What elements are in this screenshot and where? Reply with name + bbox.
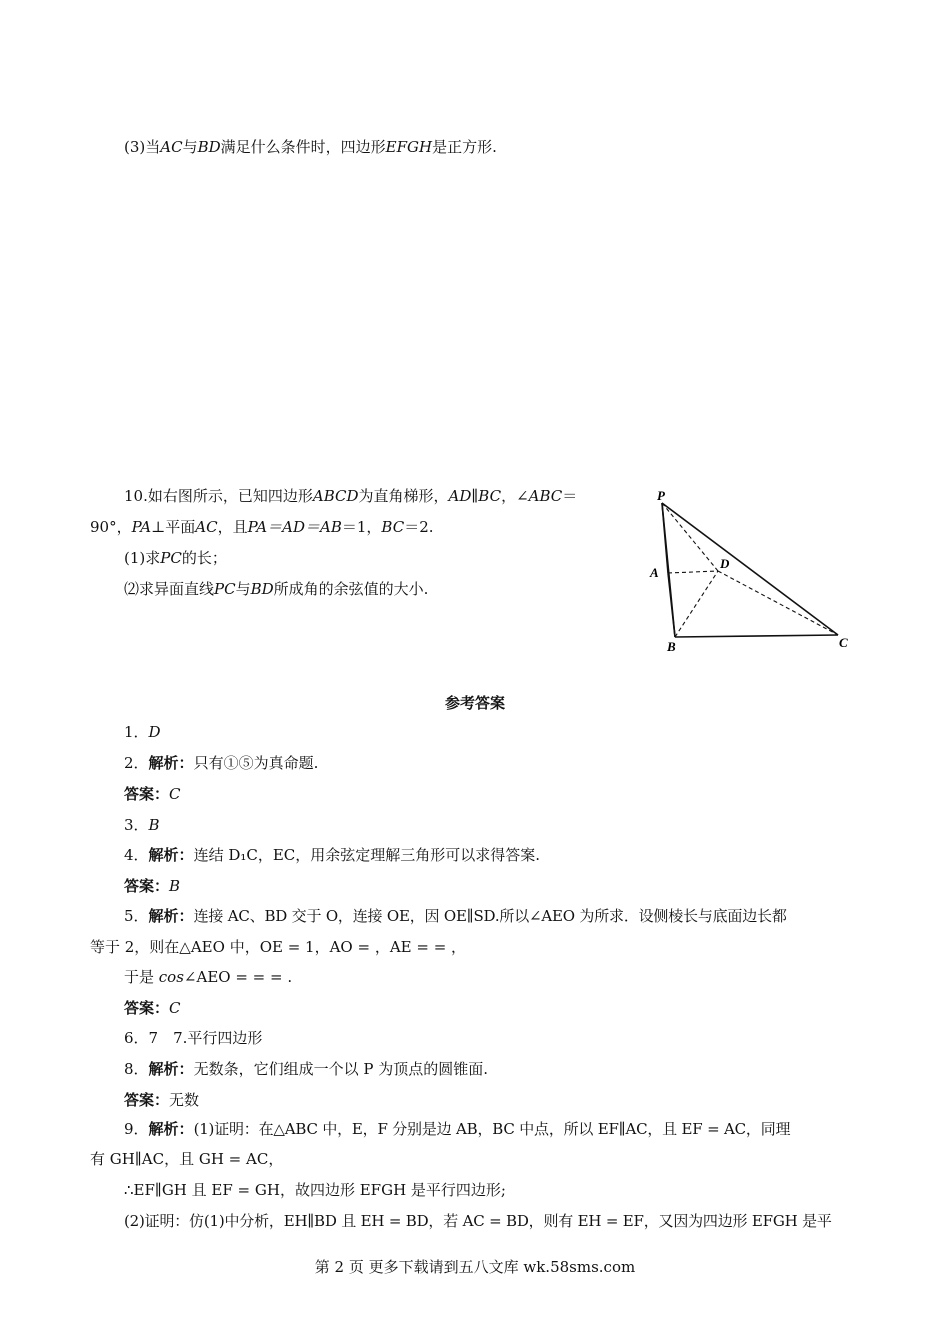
q10-line2 — [90, 516, 434, 538]
text: ⊥平面 — [151, 518, 196, 536]
answer-3 — [124, 814, 160, 836]
text: PC — [214, 580, 236, 598]
text: 有 GH∥AC，且 GH = AC， — [90, 1150, 284, 1168]
text: C — [169, 785, 181, 803]
text: ＝ — [562, 487, 578, 505]
label-b: B — [667, 639, 676, 654]
answer-9-line3 — [124, 1179, 506, 1201]
text: ⑵求异面直线 — [124, 580, 215, 598]
text: 的长； — [181, 549, 227, 567]
text: cos — [158, 968, 184, 986]
text: D — [148, 723, 161, 741]
label-a: A — [650, 565, 659, 580]
q10-line1 — [124, 485, 577, 507]
text: (1)证明：在△ABC 中，E，F 分别是边 AB，BC 中点，所以 EF∥AC，且 EF = AC，同理 — [193, 1120, 791, 1138]
text: 于是 — [124, 968, 159, 986]
label-p: P — [657, 488, 665, 503]
answer-4 — [124, 844, 540, 866]
edge-pd — [662, 503, 718, 571]
text: ∠AEO = = = . — [183, 968, 293, 986]
text: B — [169, 877, 181, 895]
answer-4-result — [124, 875, 180, 897]
text: 答案： — [124, 785, 170, 803]
text: (3)当 — [124, 138, 161, 156]
text: AD∥BC — [448, 487, 502, 505]
text: ＝2. — [404, 518, 434, 536]
text: 连结 D₁C，EC，用余弦定理解三角形可以求得答案. — [193, 846, 541, 864]
text: ，∠ — [501, 487, 529, 505]
edge-ab — [668, 573, 675, 637]
text: 答案： — [124, 999, 170, 1017]
text: 6．7 7.平行四边形 — [124, 1029, 263, 1047]
text: 1． — [124, 723, 149, 741]
q9-part3 — [124, 136, 497, 158]
text: BC — [381, 518, 405, 536]
text: EFGH — [385, 138, 433, 156]
text: ABC — [528, 487, 563, 505]
text: BD — [250, 580, 274, 598]
text: 解析： — [148, 754, 194, 772]
text: 连接 AC、BD 交于 O，连接 OE，因 OE∥SD.所以∠AEO 为所求．设侧棱长与底面边长都 — [193, 907, 787, 925]
text: 只有①⑤为真命题. — [193, 754, 319, 772]
answer-9 — [124, 1118, 790, 1140]
label-d: D — [720, 556, 730, 571]
text: 答案： — [124, 877, 170, 895]
text: ＝1， — [341, 518, 382, 536]
page-footer: 第 2 页 更多下载请到五八文库 wk.58sms.com — [314, 1258, 636, 1276]
text: 3． — [124, 816, 149, 834]
text: B — [148, 816, 160, 834]
pyramid-figure — [640, 485, 860, 655]
text: PC — [160, 549, 182, 567]
text: BD — [197, 138, 221, 156]
text: 所成角的余弦值的大小. — [273, 580, 429, 598]
text: (2)证明：仿(1)中分析，EH∥BD 且 EH = BD，若 AC = BD，则有 EH = EF，又因为四边形 EFGH 是平 — [124, 1212, 832, 1230]
q10-part2 — [124, 578, 428, 600]
text: 与 — [182, 138, 198, 156]
text: ，且 — [217, 518, 248, 536]
answer-1 — [124, 721, 161, 743]
text: 解析： — [148, 1060, 194, 1078]
text: 4． — [124, 846, 149, 864]
answer-5-line3 — [124, 966, 292, 988]
text: 解析： — [148, 846, 194, 864]
edge-pc — [662, 503, 838, 635]
text: 与 — [235, 580, 251, 598]
text: 解析： — [148, 1120, 194, 1138]
text: 8． — [124, 1060, 149, 1078]
text: 无数条，它们组成一个以 P 为顶点的圆锥面. — [193, 1060, 488, 1078]
text: 是正方形. — [432, 138, 497, 156]
text: 90°， — [90, 518, 132, 536]
answer-2-result — [124, 783, 181, 805]
label-c: C — [839, 635, 848, 650]
text: 等于 2，则在△AEO 中，OE = 1，AO = ，AE = = ， — [90, 938, 467, 956]
answer-2 — [124, 752, 318, 774]
text: 为直角梯形， — [358, 487, 449, 505]
answer-5 — [124, 905, 787, 927]
text: 无数 — [169, 1091, 200, 1109]
text: (1)求 — [124, 549, 161, 567]
text: 10.如右图所示，已知四边形 — [124, 487, 313, 505]
answer-8-result — [124, 1089, 199, 1111]
text: PA — [131, 518, 152, 536]
text: C — [169, 999, 181, 1017]
edge-bc — [675, 635, 838, 637]
answers-heading: 参考答案 — [444, 694, 505, 712]
answer-9-line2 — [90, 1148, 283, 1170]
answer-6-7 — [124, 1027, 262, 1049]
text: ABCD — [312, 487, 359, 505]
answer-8 — [124, 1058, 488, 1080]
edge-dc — [718, 571, 838, 635]
edge-bd — [675, 571, 718, 637]
answer-9-line4 — [124, 1210, 832, 1232]
answer-5-result — [124, 997, 181, 1019]
edge-pa — [662, 503, 668, 573]
text: 9． — [124, 1120, 149, 1138]
text: AC — [195, 518, 218, 536]
answer-5-line2 — [90, 936, 466, 958]
text: AC — [160, 138, 183, 156]
text: 答案： — [124, 1091, 170, 1109]
text: 2． — [124, 754, 149, 772]
text: PA＝AD＝AB — [247, 518, 342, 536]
edge-ad — [668, 571, 718, 573]
text: 满足什么条件时，四边形 — [220, 138, 386, 156]
text: ∴EF∥GH 且 EF = GH，故四边形 EFGH 是平行四边形; — [124, 1181, 506, 1199]
text: 5． — [124, 907, 149, 925]
text: 解析： — [148, 907, 194, 925]
q10-part1 — [124, 547, 227, 569]
